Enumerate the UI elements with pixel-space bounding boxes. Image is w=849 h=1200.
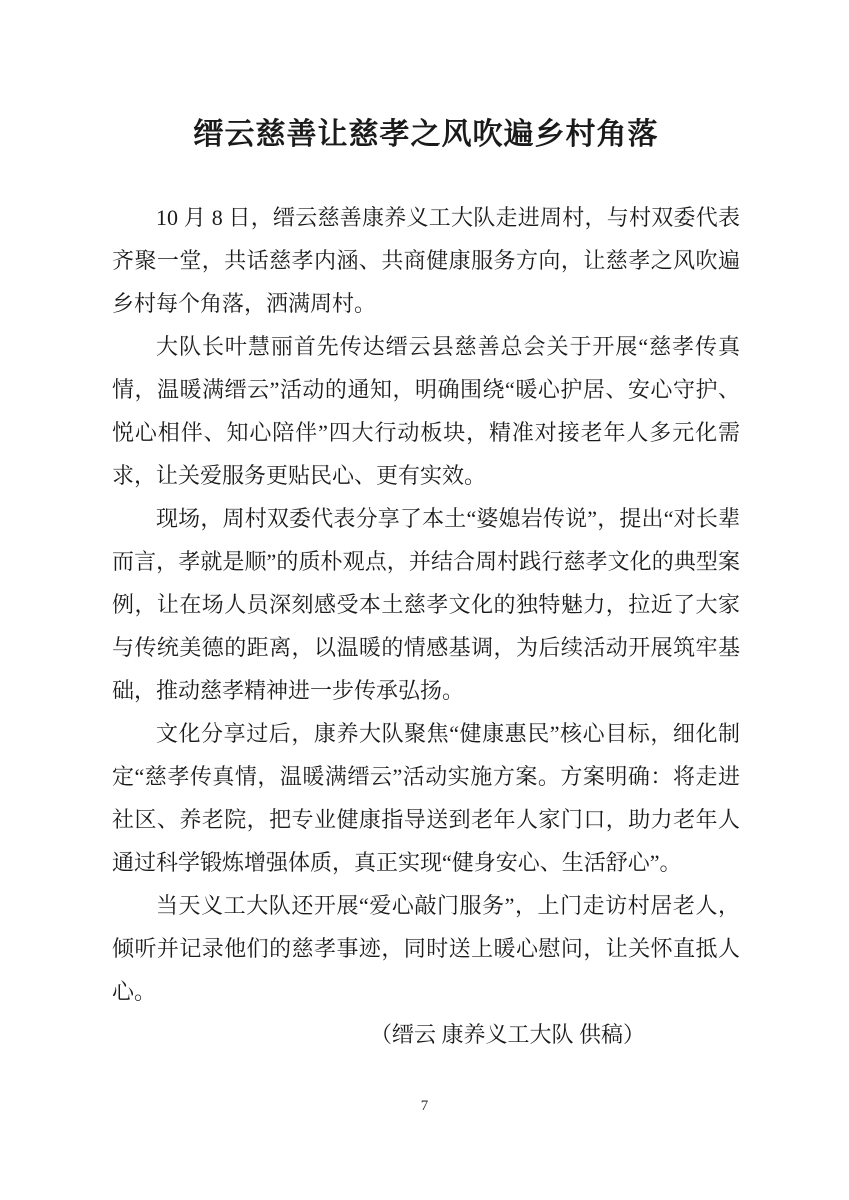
paragraph: 10 月 8 日，缙云慈善康养义工大队走进周村，与村双委代表齐聚一堂，共话慈孝内涵、共商健康服务方向，让慈孝之风吹遍乡村每个角落，洒满周村。 bbox=[112, 205, 740, 316]
paragraph: 当天义工大队还开展“爱心敲门服务”，上门走访村居老人，倾听并记录他们的慈孝事迹，同时送上暖心慰问，让关怀直抵人心。 bbox=[112, 893, 740, 1004]
document-content bbox=[112, 110, 740, 1056]
byline: （缙云 康养义工大队 供稿） bbox=[369, 1022, 645, 1047]
document-body bbox=[112, 196, 740, 1013]
paragraph: 大队长叶慧丽首先传达缙云县慈善总会关于开展“慈孝传真情，温暖满缙云”活动的通知，明确围绕“暖心护居、安心守护、悦心相伴、知心陪伴”四大行动板块，精准对接老年人多元化需求，让关爱服务更贴民心、更有实效。 bbox=[112, 334, 740, 488]
document-title: 缙云慈善让慈孝之风吹遍乡村角落 bbox=[193, 118, 659, 151]
paragraph: 文化分享过后，康养大队聚焦“健康惠民”核心目标，细化制定“慈孝传真情，温暖满缙云”活动实施方案。方案明确：将走进社区、养老院，把专业健康指导送到老年人家门口，助力老年人通过科学锻炼增强体质，真正实现“健身安心、生活舒心”。 bbox=[112, 721, 740, 875]
page-number: 7 bbox=[420, 1098, 429, 1114]
paragraph: 现场，周村双委代表分享了本土“婆媳岩传说”，提出“对长辈而言，孝就是顺”的质朴观点，并结合周村践行慈孝文化的典型案例，让在场人员深刻感受本土慈孝文化的独特魅力，拉近了大家与传统美德的距离，以温暖的情感基调，为后续活动开展筑牢基础，推动慈孝精神进一步传承弘扬。 bbox=[112, 506, 740, 703]
